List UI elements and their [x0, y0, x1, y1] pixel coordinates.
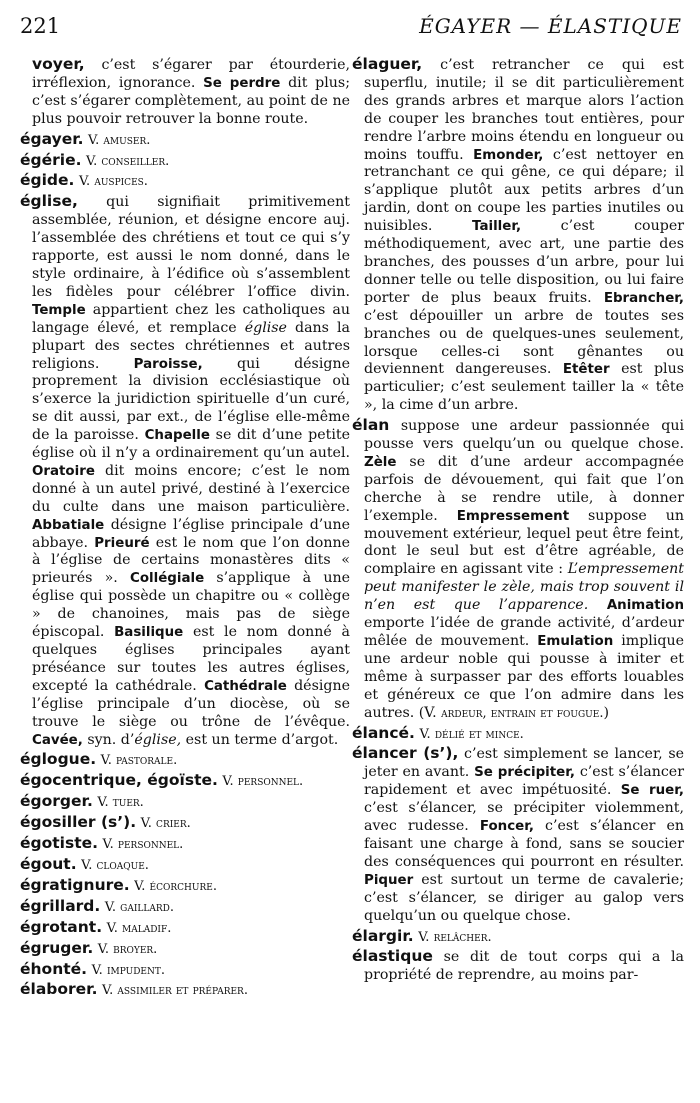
synonym: Cavée, [32, 732, 83, 748]
entry-text: c’est dépouiller un arbre de toutes ses branches ou de quelques-unes seulement, lorsque celles-ci sont gênantes ou deviennent dangereuses. [364, 307, 684, 378]
synonym: Animation [606, 598, 685, 614]
entry-egerie [20, 152, 350, 171]
headword: égruger. [20, 938, 94, 957]
entry-ehonte [20, 961, 350, 980]
synonym: Basilique [114, 625, 184, 641]
entry-egrotant [20, 919, 350, 938]
entry-text: syn. d’ [82, 731, 135, 748]
entry-eglogue [20, 751, 350, 770]
entry-egout [20, 856, 350, 875]
cross-reference: V. tuer. [97, 795, 144, 811]
headword: élaguer, [352, 55, 423, 73]
headword: égrotant. [20, 917, 103, 936]
entry-text: est plus particulier; c’est seulement tailler la « tête », la cime d’un arbre. [364, 361, 684, 414]
entry-eglise [20, 193, 350, 749]
italic-term: église, [134, 731, 182, 748]
synonym: Foncer, [479, 819, 534, 835]
entry-elargir [352, 928, 684, 947]
synonym: Ebrancher, [603, 290, 684, 306]
entry-text: suppose une ardeur passionnée qui pousse vers quelqu’un ou quelque chose. [364, 418, 684, 453]
entry-text: appartient chez les catholiques au langage élevé, et remplace [32, 301, 350, 336]
entry-text: c’est s’élancer rapidement et avec impétuosité. [364, 764, 684, 799]
cross-reference: V. pastorale. [100, 753, 178, 769]
entry-text: s’applique à une église qui possède un chapitre ou « collège » de chanoines, mais pas de siège épiscopal. [32, 570, 351, 641]
entry-text: se dit d’une petite église où il n’y a ordinairement qu’un autel. [32, 427, 350, 462]
headword: églogue. [20, 750, 97, 769]
synonym: Tailler, [472, 219, 522, 235]
entry-egotiste [20, 835, 350, 854]
synonym: Cathédrale [204, 678, 287, 694]
entry-egocentrique [20, 772, 350, 791]
headword: éhonté. [20, 959, 88, 978]
cross-reference: V. conseiller. [86, 153, 170, 169]
synonym: Abbatiale [32, 517, 105, 533]
synonym: Emulation [537, 634, 614, 649]
entry-text: qui désigne proprement la division ecclésiastique où s’exerce la juridiction spirituelle d’un curé, se dit aussi, par ext., de l’église elle-même de la paroisse. [32, 355, 350, 444]
headword: égratignure. [20, 875, 130, 894]
headword: égotiste. [20, 834, 99, 853]
italic-example: L’empressement peut manifester le zèle, mais trop souvent il n’en est que l’apparence. [364, 561, 684, 614]
cross-reference: V. impudent. [91, 962, 165, 978]
entry-text: c’est nettoyer en retranchant ce qui gêne, ce qui dépare; il s’applique plutôt aux petits arbres d’un jardin, dont on coupe les parties inutiles ou nuisibles. [364, 146, 684, 235]
entry-text: c’est s’égarer par étourderie, irréflexion, ignorance. [32, 57, 350, 91]
entry-egarer-continued [20, 56, 350, 129]
headword: égayer. [20, 129, 84, 148]
synonym: Se ruer, [620, 783, 684, 799]
entry-text: qui signifiait primitivement assemblée, réunion, et désigne encore auj. l’assemblée des chrétiens et tout ce qui s’y rapporte, est aussi le nom donné, dans le style ordinaire, à l’édifice où s’assemblent les fidèles pour célébrer l’office divin. [32, 194, 350, 300]
entry-text: est surtout un terme de cavalerie; c’est s’élancer, se diriger au galop vers quelqu’un ou quelque chose. [364, 871, 684, 924]
entry-text: est le nom que l’on donne à l’église de certains monastères dits « prieurés ». [32, 534, 350, 587]
entry-text: désigne l’église principale d’une abbaye. [32, 516, 350, 551]
headword: égout. [20, 854, 77, 873]
entry-egayer [20, 131, 350, 150]
cross-reference: V. gaillard. [104, 899, 174, 915]
entry-text [588, 597, 607, 613]
entry-text: c’est s’élancer, se précipiter violemment, avec rudesse. [364, 800, 684, 835]
entry-egratignure [20, 877, 350, 896]
headword: élan [352, 416, 390, 435]
entry-text: implique une ardeur noble qui pousse à imiter et même à surpasser par des efforts louables et généreux ce que l’on admire dans les autres. (V. [364, 633, 684, 721]
entry-elastique [352, 948, 684, 985]
page-number: 221 [20, 14, 61, 38]
entry-egosiller [20, 814, 350, 833]
cross-reference: V. auspices. [78, 174, 148, 190]
cross-reference: ardeur, entrain et fougue. [441, 705, 604, 721]
headword: égorger. [20, 792, 93, 811]
cross-reference: V. cloaque. [81, 857, 149, 873]
headword: élaborer. [20, 980, 98, 999]
headword: égérie. [20, 150, 82, 169]
entry-elan [352, 417, 684, 722]
headword: église, [20, 192, 78, 211]
running-head: ÉGAYER — ÉLASTIQUE [419, 14, 682, 38]
cross-reference: V. amuser. [88, 132, 151, 148]
cross-reference: V. délié et mince. [419, 726, 524, 742]
synonym: Chapelle [144, 428, 210, 444]
cross-reference: V. écorchure. [134, 878, 217, 894]
synonym: Collégiale [130, 571, 205, 587]
entry-text: emporte l’idée de grande activité, d’ardeur mêlée de mouvement. [364, 615, 684, 649]
synonym: Oratoire [32, 463, 95, 479]
entry-elance [352, 725, 684, 744]
entry-text: est le nom donné à quelques églises principales ayant préséance sur toutes les autres églises, excepté la cathédrale. [32, 624, 350, 694]
entry-text: dans la plupart des sectes chrétiennes et autres religions. [32, 319, 350, 372]
headword: élancer (s’), [352, 744, 459, 763]
entry-text: désigne l’église principale d’un diocèse, où se trouve le siège ou trône de l’évêque. [32, 677, 350, 730]
synonym: Temple [32, 302, 86, 318]
entry-egorger [20, 793, 350, 812]
synonym: Prieuré [94, 535, 150, 551]
cross-reference: V. relâcher. [418, 929, 492, 945]
entry-egruger [20, 940, 350, 959]
headword: égrillard. [20, 896, 101, 915]
entry-egrillard [20, 898, 350, 917]
synonym: Se précipiter, [474, 765, 575, 781]
left-column [20, 56, 350, 1002]
entry-text: c’est retrancher ce qui est superflu, inutile; il se dit particulièrement des grands arbres et marque alors l’action de couper les branches tout entières, pour rendre l’arbre moins étendu en longueur ou moins touffu. [364, 57, 684, 163]
synonym: Etêter [562, 362, 610, 378]
cross-reference: V. broyer. [97, 941, 158, 957]
cross-reference: V. assimiler et préparer. [102, 983, 248, 999]
headword: égide. [20, 171, 75, 190]
entry-text: c’est couper méthodiquement, avec art, une partie des branches, des pousses d’un arbre, pour lui donner telle ou telle disposition, ou lui faire porter de plus beaux fruits. [364, 218, 684, 306]
headword: élargir. [352, 926, 414, 945]
right-column [352, 56, 684, 987]
entry-text: se dit de tout corps qui a la propriété de reprendre, au moins par- [364, 949, 684, 984]
entry-elaborer [20, 981, 350, 1000]
synonym: Emonder, [473, 147, 544, 163]
entry-text: se dit d’une ardeur accompagnée parfois de dévouement, qui fait que l’on cherche à se rendre utile, à donner l’exemple. [364, 453, 684, 524]
headword: égosiller (s’). [20, 813, 137, 832]
entry-text: ) [603, 704, 610, 721]
entry-elaguer [352, 56, 684, 415]
synonym: Paroisse, [133, 356, 203, 372]
cross-reference: V. maladif. [106, 920, 172, 936]
headword: élastique [352, 947, 433, 966]
synonym: Se perdre [203, 75, 281, 91]
headword: élancé. [352, 723, 415, 742]
synonym: Empressement [456, 508, 570, 524]
cross-reference: V. personnel. [222, 774, 304, 790]
entry-text: c’est s’élancer en faisant une charge à fond, sans se soucier des conséquences qui pourront en résulter. [364, 818, 685, 870]
entry-text: dit moins encore; c’est le nom donné à un autel privé, destiné à l’exercice du culte dans une maison particulière. [32, 462, 350, 515]
entry-elancer [352, 745, 684, 925]
entry-text: est un terme d’argot. [181, 731, 339, 748]
synonym: Piquer [364, 872, 414, 888]
synonym: Zèle [364, 454, 397, 470]
entry-text: suppose un mouvement extérieur, lequel peut être feint, dont le seul but est d’être agréable, de complaire en agissant vite : [364, 507, 684, 578]
italic-term: église [244, 319, 287, 336]
cross-reference: V. personnel. [102, 837, 184, 853]
entry-text: c’est simplement se lancer, se jeter en avant. [364, 746, 684, 781]
entry-text: dit plus; c’est s’égarer complètement, au point de ne plus pouvoir retrouver la bonne route. [32, 74, 350, 127]
headword: voyer, [32, 55, 85, 73]
entry-egide [20, 172, 350, 191]
cross-reference: V. crier. [140, 816, 191, 832]
headword: égocentrique, égoïste. [20, 771, 218, 790]
